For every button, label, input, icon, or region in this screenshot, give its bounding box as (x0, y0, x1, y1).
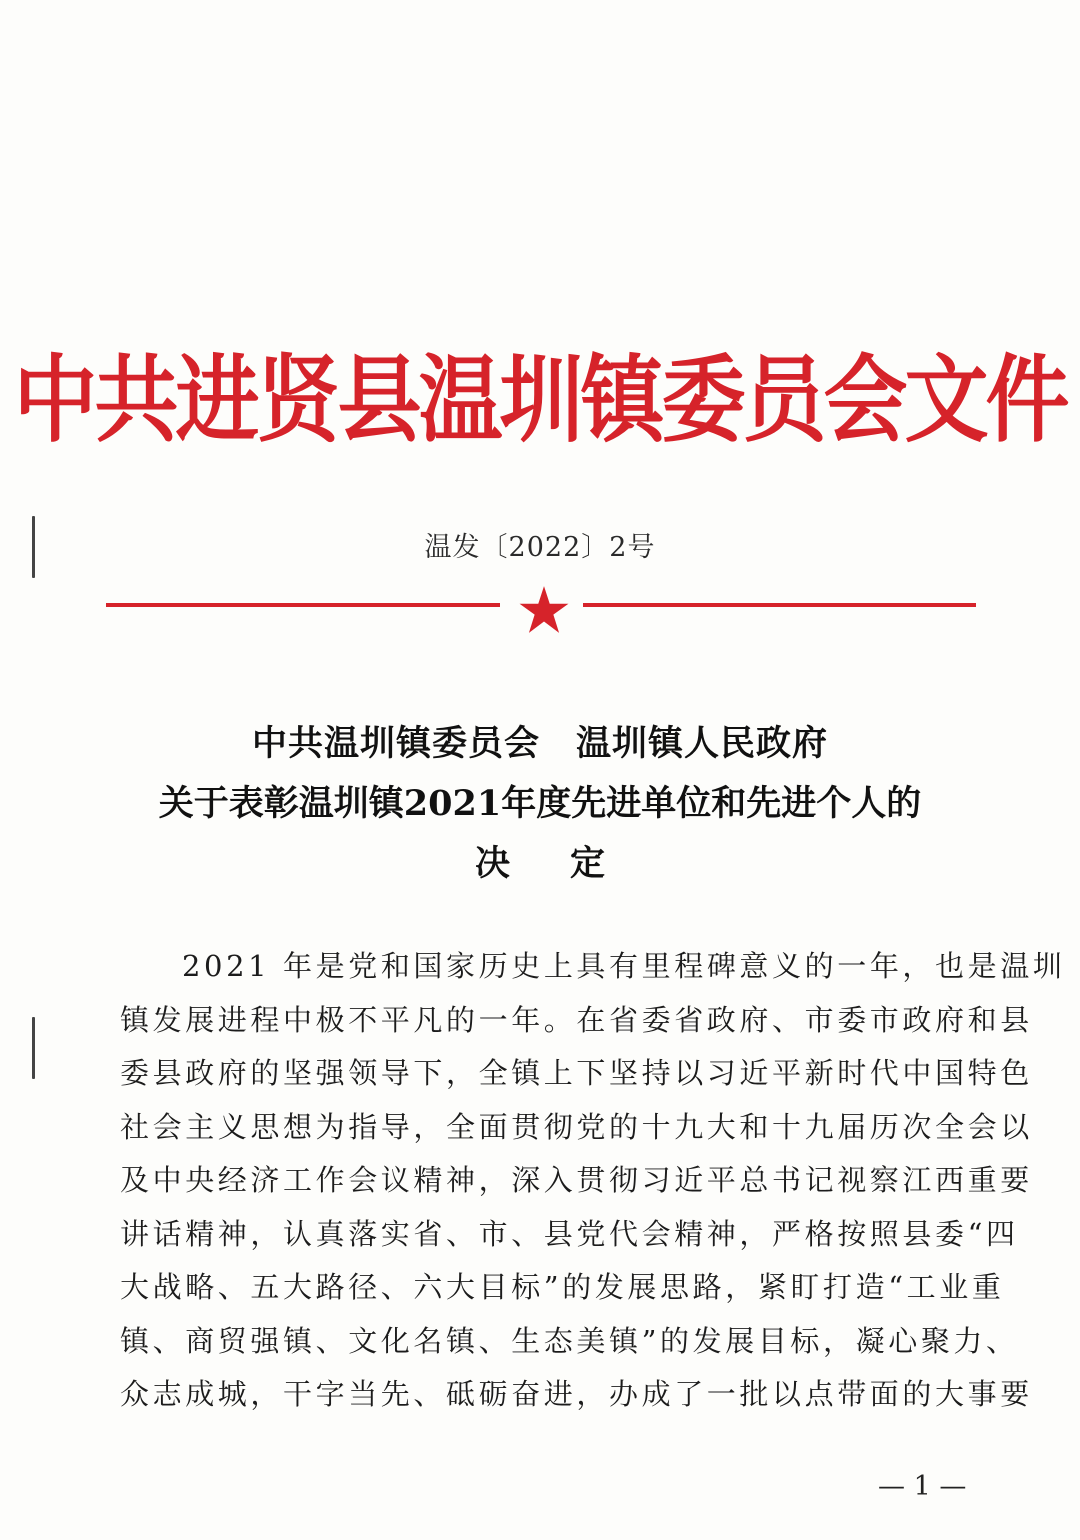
body-paragraph (120, 940, 1066, 1422)
title-line-2: 关于表彰温圳镇2021年度先进单位和先进个人的 (158, 783, 922, 824)
document-number: 温发〔2022〕2号 (424, 532, 656, 563)
title-line-3: 决定 (474, 843, 665, 884)
body-line: 委县政府的坚强领导下，全镇上下坚持以习近平新时代中国特色 (120, 1056, 1033, 1090)
star-icon (518, 584, 570, 636)
body-line: 2021 年是党和国家历史上具有里程碑意义的一年，也是温圳 (182, 949, 1066, 983)
document-title (0, 714, 1080, 894)
body-line: 镇发展进程中极不平凡的一年。在省委省政府、市委市政府和县 (120, 1002, 1033, 1037)
body-line: 社会主义思想为指导，全面贯彻党的十九大和十九届历次全会以 (120, 1109, 1033, 1144)
red-rule-left (106, 603, 500, 607)
body-line: 镇、商贸强镇、文化名镇、生态美镇”的发展目标，凝心聚力、 (120, 1323, 1019, 1358)
title-line-1: 中共温圳镇委员会 温圳镇人民政府 (251, 723, 828, 764)
staple-mark-bottom (32, 1017, 35, 1079)
red-rule-right (583, 603, 976, 607)
page-number: — 1 — (878, 1471, 967, 1502)
document-header-title: 中共进贤县温圳镇委员会文件 (13, 345, 1067, 455)
body-line: 大战略、五大路径、六大目标”的发展思路，紧盯打造“工业重 (120, 1270, 1005, 1304)
body-line: 讲话精神，认真落实省、市、县党代会精神，严格按照县委“四 (120, 1216, 1019, 1251)
body-line: 及中央经济工作会议精神，深入贯彻习近平总书记视察江西重要 (120, 1163, 1033, 1197)
body-line: 众志成城，干字当先、砥砺奋进，办成了一批以点带面的大事要 (120, 1377, 1033, 1411)
